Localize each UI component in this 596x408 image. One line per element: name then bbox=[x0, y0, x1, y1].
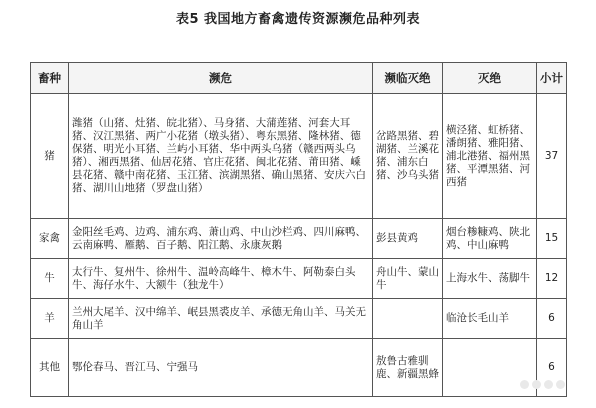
cell-category: 牛 bbox=[31, 259, 69, 299]
header-extinct: 灭绝 bbox=[443, 63, 537, 94]
table-row bbox=[31, 299, 567, 339]
cell-endangered: 鄂伦春马、晋江马、宁强马 bbox=[69, 339, 373, 397]
cell-endangered: 太行牛、复州牛、徐州牛、温岭高峰牛、樟木牛、阿勒泰白头牛、海仔水牛、大额牛（独龙牛） bbox=[69, 259, 373, 299]
cell-category: 猪 bbox=[31, 94, 69, 219]
cell-count: 12 bbox=[537, 259, 567, 299]
watermark-dot bbox=[532, 380, 541, 389]
cell-count: 6 bbox=[537, 299, 567, 339]
watermark-dot bbox=[520, 380, 529, 389]
cell-endangered: 兰州大尾羊、汉中绵羊、岷县黑裘皮羊、承德无角山羊、马关无角山羊 bbox=[69, 299, 373, 339]
endangered-breeds-table bbox=[30, 62, 567, 397]
table-row bbox=[31, 219, 567, 259]
cell-near-extinct: 敖鲁古雅驯鹿、新疆黑蜂 bbox=[373, 339, 443, 397]
header-subtotal: 小计 bbox=[537, 63, 567, 94]
table-row bbox=[31, 339, 567, 397]
table-title: 表5 我国地方畜禽遗传资源濒危品种列表 bbox=[175, 12, 421, 27]
table-row bbox=[31, 259, 567, 299]
cell-near-extinct: 岔路黑猪、碧湖猪、兰溪花猪、浦东白猪、沙乌头猪 bbox=[373, 94, 443, 219]
cell-count: 37 bbox=[537, 94, 567, 219]
table-row bbox=[31, 94, 567, 219]
cell-extinct: 烟台糁糠鸡、陕北鸡、中山麻鸭 bbox=[443, 219, 537, 259]
cell-count: 6 bbox=[537, 339, 567, 397]
header-near-extinct: 濒临灭绝 bbox=[373, 63, 443, 94]
cell-extinct: 横泾猪、虹桥猪、潘朗猪、雅阳猪、浦北港猪、福州黑猪、平潭黑猪、河西猪 bbox=[443, 94, 537, 219]
cell-extinct: 临沧长毛山羊 bbox=[443, 299, 537, 339]
cell-near-extinct: 彭县黄鸡 bbox=[373, 219, 443, 259]
cell-category: 家禽 bbox=[31, 219, 69, 259]
cell-near-extinct: 舟山牛、蒙山牛 bbox=[373, 259, 443, 299]
watermark-decoration bbox=[520, 374, 578, 388]
table-header-row bbox=[31, 63, 567, 94]
cell-category: 其他 bbox=[31, 339, 69, 397]
header-species: 畜种 bbox=[31, 63, 69, 94]
watermark-dot bbox=[544, 380, 553, 389]
cell-endangered: 潍猪（山猪、灶猪、皖北猪）、马身猪、大蒲莲猪、河套大耳猪、汉江黑猪、两广小花猪（墩头猪）、粤东黑猪、隆林猪、德保猪、明光小耳猪、兰屿小耳猪、华中两头乌猪（赣西两头乌猪）、湘西黑猪、仙居花猪、官庄花猪、闽北花猪、莆田猪、嵊县花猪、赣中南花猪、玉江猪、滨湖黑猪、确山黑猪、安庆六白猪、湖川山地猪（罗盘山猪） bbox=[69, 94, 373, 219]
cell-category: 羊 bbox=[31, 299, 69, 339]
watermark-dot bbox=[556, 380, 565, 389]
cell-near-extinct bbox=[373, 299, 443, 339]
header-endangered: 濒危 bbox=[69, 63, 373, 94]
cell-endangered: 金阳丝毛鸡、边鸡、浦东鸡、萧山鸡、中山沙栏鸡、四川麻鸭、云南麻鸭、雁鹅、百子鹅、阳江鹅、永康灰鹅 bbox=[69, 219, 373, 259]
cell-count: 15 bbox=[537, 219, 567, 259]
cell-extinct: 上海水牛、荡脚牛 bbox=[443, 259, 537, 299]
